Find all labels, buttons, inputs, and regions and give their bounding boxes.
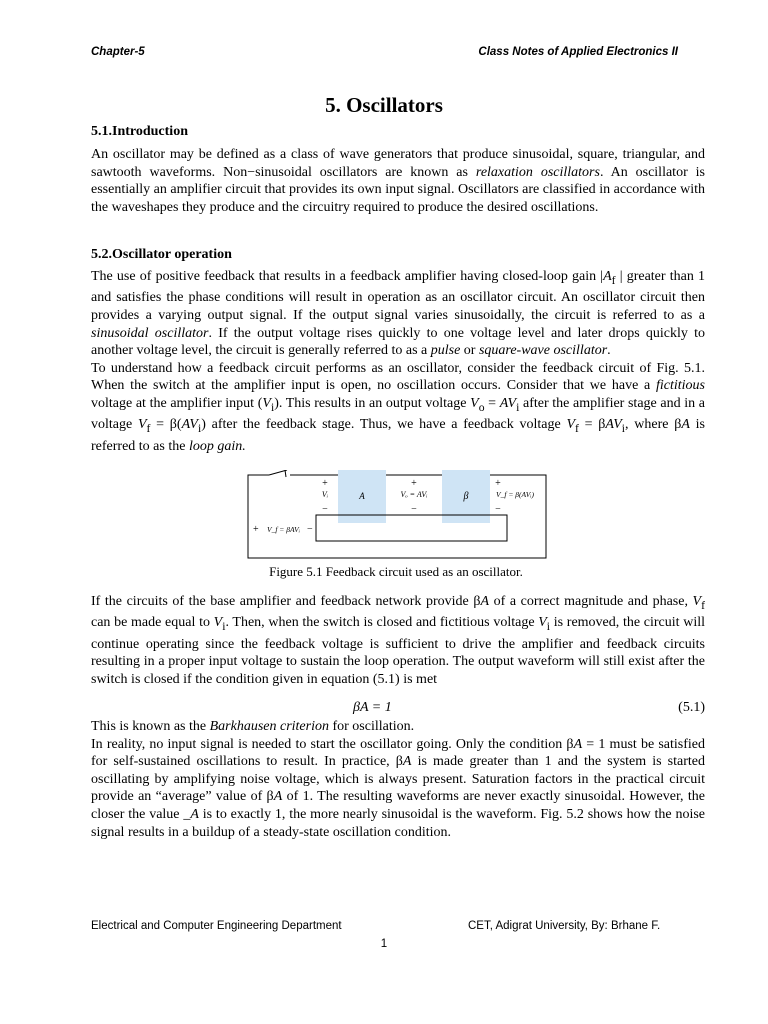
beta-label: β — [463, 491, 469, 502]
vi-plus: + — [322, 478, 328, 489]
vi-minus: − — [322, 504, 328, 515]
figure-frame — [248, 475, 546, 558]
amplifier-label: A — [359, 491, 365, 501]
section-heading-operation: 5.2.Oscillator operation — [91, 247, 232, 262]
vo-minus: − — [411, 504, 417, 515]
section-operation-body — [91, 268, 705, 455]
paragraph: In reality, no input signal is needed to start the oscillator going. Only the condition βA = 1 must be satisfied for self-sustained oscillations to result. In practice, βA is made greater than 1 and the system is started oscillating by amplifying noise voltage, which is always present. Saturation factors in the practical circuit provide an “average” value of βA of 1. The resulting waveforms are never exactly sinusoidal. However, the closer the value _A is to exactly 1, the more nearly sinusoidal is the waveform. Fig. 5.2 shows how the noise signal results in a buildup of a steady-state oscillation condition. — [91, 736, 706, 840]
fb-plus: + — [253, 524, 259, 535]
fb-label: V_f = βAVᵢ — [267, 525, 300, 534]
footer-author: CET, Adigrat University, By: Brhane F. — [468, 920, 661, 932]
equation: βA = 1 — [353, 700, 392, 715]
section-introduction-body — [91, 146, 705, 216]
vo-label: Vₒ = AVᵢ — [400, 490, 428, 499]
equation-number: (5.1) — [678, 700, 705, 715]
section-heading-introduction: 5.1.Introduction — [91, 124, 188, 139]
fb-minus: − — [307, 524, 313, 535]
footer-department: Electrical and Computer Engineering Department — [91, 920, 342, 932]
vf-plus: + — [495, 478, 501, 489]
vf-label: V_f = β(AVᵢ) — [496, 490, 534, 499]
page-number: 1 — [380, 938, 388, 950]
body-continuation — [91, 593, 705, 689]
header-chapter: Chapter-5 — [91, 46, 145, 58]
header-course: Class Notes of Applied Electronics II — [478, 46, 678, 58]
paragraph: The use of positive feedback that results in a feedback amplifier having closed-loop gain $|A_f$ | greater than 1 and satisfies the phase conditions will result in operation as an oscillator circuit. An oscillator circuit then provides a varying output signal. If the output signal varies sinusoidally, the circuit is referred to as a sinusoidal oscillator. If the output voltage rises quickly to one voltage level and later drops quickly to another voltage level, the circuit is generally referred to as a pulse or square-wave oscillator. — [91, 269, 706, 359]
vo-plus: + — [411, 478, 417, 489]
paragraph: If the circuits of the base amplifier and feedback network provide βA of a correct magnitude and phase, $V_f$ can be made equal to $V_i$. Then, when the switch is closed and fictitious voltage $V_i$ is removed, the circuit will continue operating since the feedback voltage is sufficient to drive the amplifier and feedback circuits resulting in a proper input voltage to sustain the loop operation. The output waveform will still exist after the switch is closed if the condition given in equation (5.1) is met — [91, 594, 705, 687]
body-final — [91, 718, 705, 841]
paragraph: An oscillator may be defined as a class of wave generators that produce sinusoidal, square, triangular, and sawtooth waveforms. Non−sinusoidal oscillators are known as relaxation oscillators. An oscillator is essentially an amplifier circuit that provides its own input signal. Oscillators are classified in accordance with the waveshapes they produce and the circuitry required to produce the desired oscillations. — [91, 147, 705, 215]
figure-feedback-circuit — [245, 470, 550, 560]
paragraph: This is known as the Barkhausen criterion for oscillation. — [91, 719, 415, 734]
paragraph: To understand how a feedback circuit performs as an oscillator, consider the feedback circuit of Fig. 5.1. When the switch at the amplifier input is open, no oscillation occurs. Consider that we have a fictitious voltage at the amplifier input $(V_i)$. This results in an output voltage $V_o = AV_i$ after the amplifier stage and in a voltage $V_f = \beta(AV_i)$ after the feedback stage. Thus, we have a feedback voltage $V_f = \beta AV_i$, where βA is referred to as the loop gain. — [91, 360, 705, 454]
page-title: 5. Oscillators — [325, 93, 443, 117]
figure-caption: Figure 5.1 Feedback circuit used as an oscillator. — [269, 564, 523, 579]
vi-label: Vᵢ — [321, 490, 329, 499]
vf-minus: − — [495, 504, 501, 515]
